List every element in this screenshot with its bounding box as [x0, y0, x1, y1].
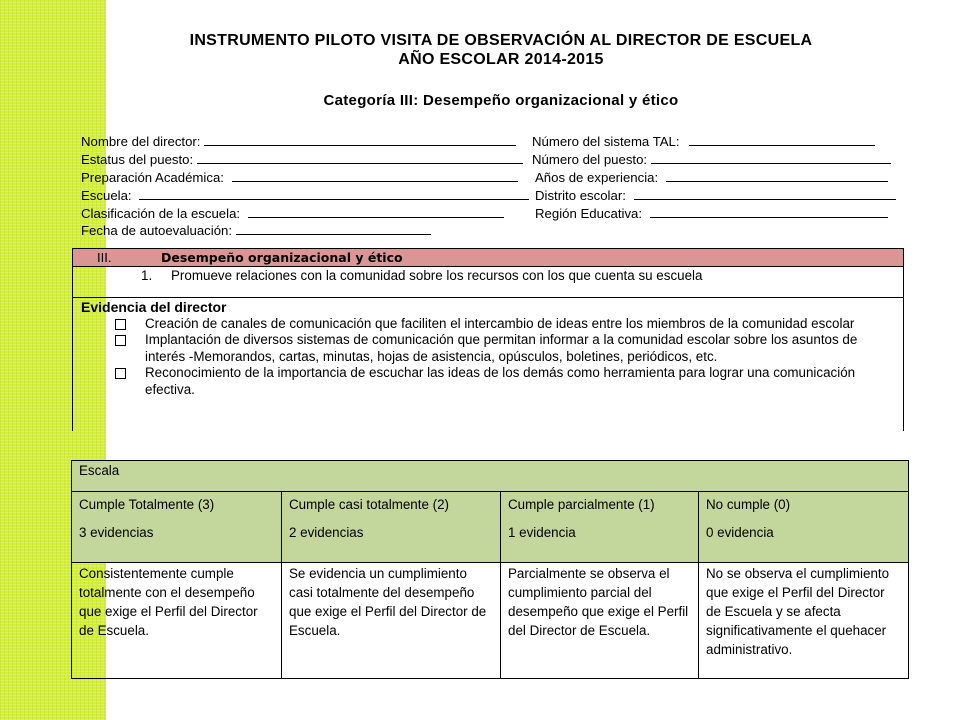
- checkbox-icon[interactable]: [115, 368, 126, 379]
- job-status-field[interactable]: [81, 151, 523, 168]
- scale-level-1: [501, 492, 699, 563]
- scale-level-name: Cumple Totalmente (3): [79, 497, 215, 512]
- evidence-bullet[interactable]: [81, 332, 903, 365]
- job-number-blank[interactable]: [651, 151, 891, 164]
- tal-number-blank[interactable]: [689, 133, 875, 146]
- job-number-field[interactable]: [532, 151, 891, 168]
- scale-level-evidence: 1 evidencia: [508, 525, 576, 540]
- self-eval-date-field[interactable]: [81, 222, 431, 239]
- director-evidence: [73, 299, 903, 398]
- job-number-label: Número del puesto:: [532, 152, 648, 167]
- school-district-blank[interactable]: [634, 187, 896, 200]
- criterion-number: 1.: [141, 268, 153, 283]
- school-classification-label: Clasificación de la escuela:: [81, 206, 241, 221]
- school-classification-field[interactable]: [81, 205, 504, 222]
- document-title: INSTRUMENTO PILOTO VISITA DE OBSERVACIÓN AL DIRECTOR DE ESCUELA: [189, 32, 813, 49]
- scale-description-1: Parcialmente se observa el cumplimiento parcial del desempeño que exige el Perfil del Director de Escuela.: [501, 563, 699, 679]
- scale-table: [71, 460, 909, 679]
- academic-prep-field[interactable]: [81, 169, 518, 186]
- scale-label: Escala: [72, 461, 909, 492]
- scale-level-name: Cumple casi totalmente (2): [289, 497, 450, 512]
- scale-level-name: Cumple parcialmente (1): [508, 497, 655, 512]
- school-year: AÑO ESCOLAR 2014-2015: [398, 51, 604, 68]
- school-classification-blank[interactable]: [248, 205, 504, 218]
- scale-level-evidence: 0 evidencia: [706, 525, 774, 540]
- director-name-label: Nombre del director:: [81, 134, 201, 149]
- tal-number-field[interactable]: [532, 133, 875, 150]
- scale-level-2: [282, 492, 501, 563]
- years-experience-blank[interactable]: [666, 169, 888, 182]
- scale-description-0: No se observa el cumplimiento que exige el Perfil del Director de Escuela y se afecta significativamente el quehacer administrativo.: [699, 563, 909, 679]
- section-number: III.: [97, 250, 112, 265]
- evidence-section: [72, 248, 904, 431]
- scale-description-2: Se evidencia un cumplimiento casi totalmente del desempeño que exige el Perfil del Director de Escuela.: [282, 563, 501, 679]
- scale-level-3: [72, 492, 282, 563]
- evidence-bullet-text: Creación de canales de comunicación que faciliten el intercambio de ideas entre los miembros de la comunidad escolar: [145, 315, 855, 331]
- director-name-field[interactable]: [81, 133, 516, 150]
- school-district-field[interactable]: [535, 187, 896, 204]
- scale-level-name: No cumple (0): [706, 497, 791, 512]
- school-label: Escuela:: [81, 188, 132, 203]
- scale-level-evidence: 2 evidencias: [289, 525, 364, 540]
- criterion-text: Promueve relaciones con la comunidad sobre los recursos con los que cuenta su escuela: [171, 268, 703, 283]
- director-name-blank[interactable]: [204, 133, 516, 146]
- evidence-bullet[interactable]: [81, 365, 903, 398]
- school-blank[interactable]: [139, 187, 529, 200]
- academic-prep-blank[interactable]: [232, 169, 518, 182]
- checkbox-icon[interactable]: [115, 335, 126, 346]
- educational-region-blank[interactable]: [650, 205, 888, 218]
- evidence-bullet-text: Implantación de diversos sistemas de comunicación que permitan informar a la comunidad escolar sobre los asuntos de interés -Memorandos, cartas, minutas, hojas de asistencia, opúsculos, boletines, periódicos, etc.: [145, 332, 858, 364]
- school-district-label: Distrito escolar:: [535, 188, 626, 203]
- scale-description-3: Consistentemente cumple totalmente con el desempeño que exige el Perfil del Director de Escuela.: [72, 563, 282, 679]
- tal-number-label: Número del sistema TAL:: [532, 134, 680, 149]
- academic-prep-label: Preparación Académica:: [81, 170, 224, 185]
- self-eval-date-blank[interactable]: [236, 222, 431, 235]
- category-title: Categoría III: Desempeño organizacional y ético: [323, 92, 679, 109]
- checkbox-icon[interactable]: [115, 319, 126, 330]
- section-title: Desempeño organizacional y ético: [161, 250, 403, 265]
- evidence-bullet-text: Reconocimiento de la importancia de escuchar las ideas de los demás como herramienta para lograr una comunicación efectiva.: [145, 365, 856, 397]
- educational-region-label: Región Educativa:: [535, 206, 643, 221]
- job-status-label: Estatus del puesto:: [81, 152, 194, 167]
- school-field[interactable]: [81, 187, 529, 204]
- section-header: [73, 249, 903, 267]
- director-evidence-label: Evidencia del director: [81, 299, 227, 315]
- scale-level-evidence: 3 evidencias: [79, 525, 154, 540]
- years-experience-label: Años de experiencia:: [535, 170, 659, 185]
- years-experience-field[interactable]: [535, 169, 888, 186]
- educational-region-field[interactable]: [535, 205, 888, 222]
- job-status-blank[interactable]: [197, 151, 523, 164]
- scale-level-0: [699, 492, 909, 563]
- evidence-bullet[interactable]: [81, 316, 903, 333]
- self-eval-date-label: Fecha de autoevaluación:: [81, 223, 233, 238]
- criterion-row: [73, 267, 903, 298]
